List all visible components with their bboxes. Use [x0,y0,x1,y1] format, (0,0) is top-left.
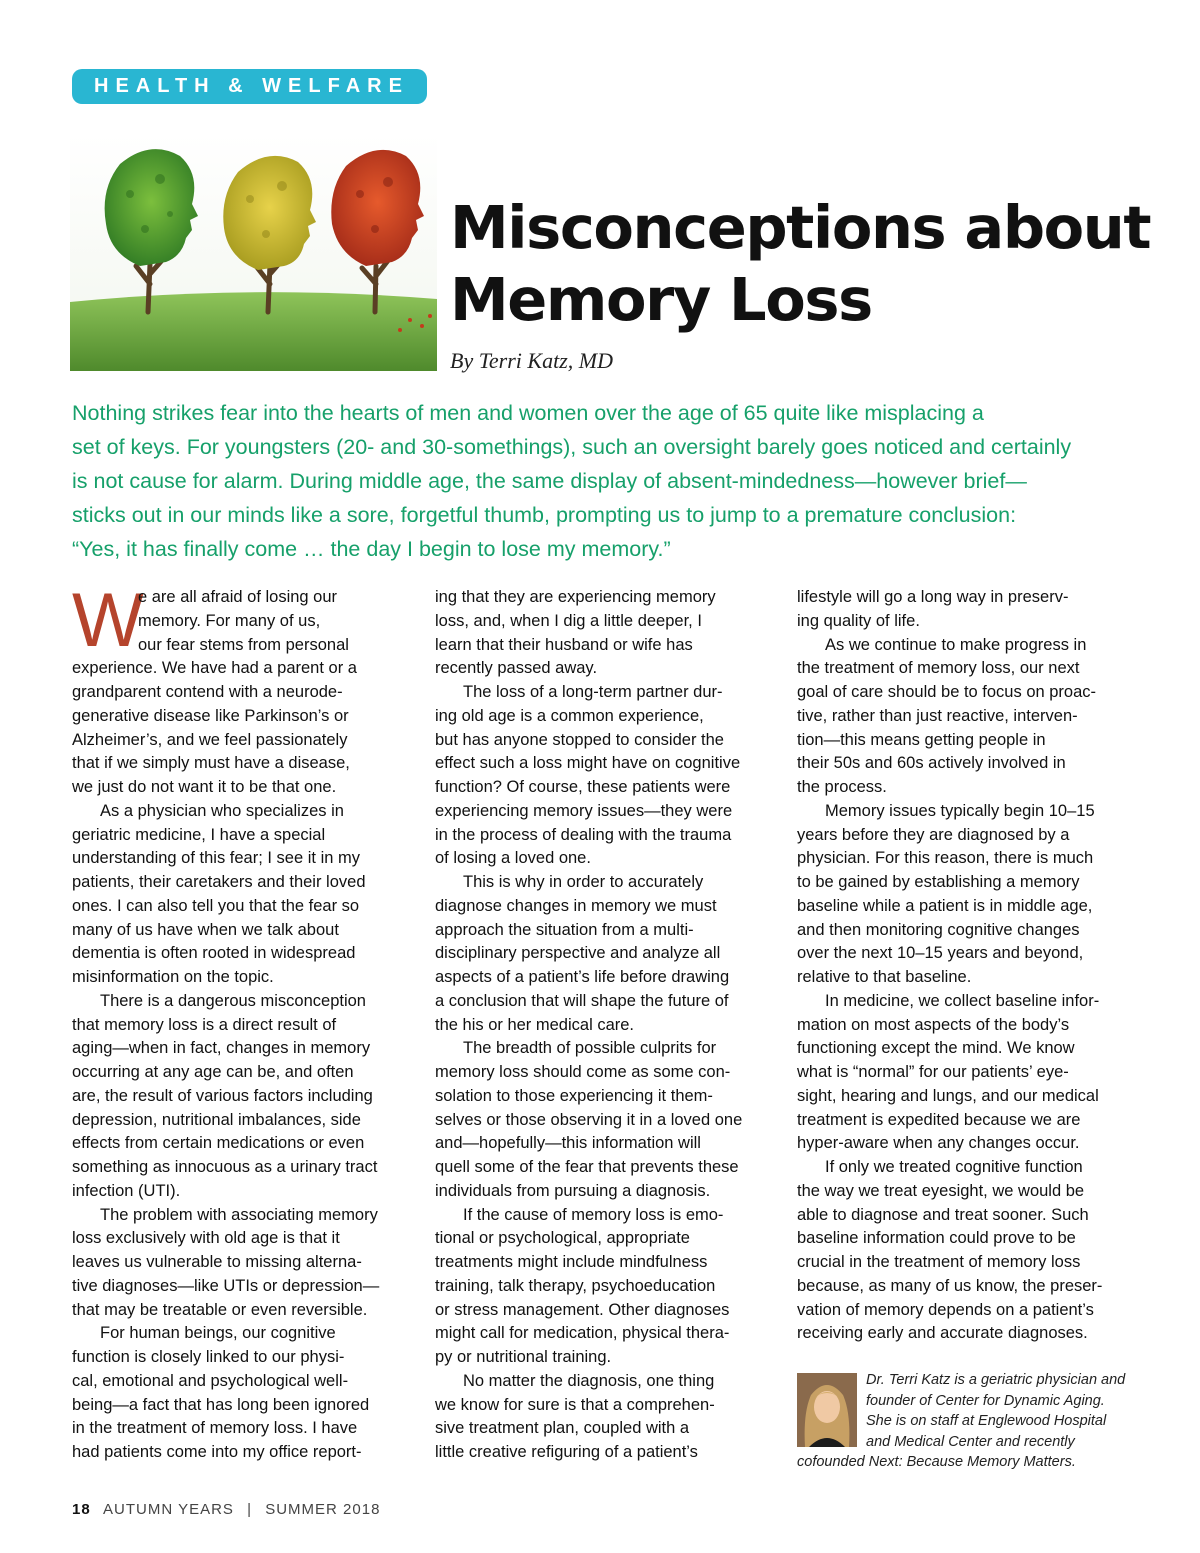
body-line: diagnose changes in memory we must [435,896,717,915]
bio-line: She is on staff at Englewood Hospital [866,1413,1107,1429]
body-line: training, talk therapy, psychoeducation [435,1276,716,1295]
lede-paragraph [72,396,1152,566]
body-line: memory. For many of us, [138,611,321,630]
body-line: ing quality of life. [797,611,920,630]
body-line: over the next 10–15 years and beyond, [797,944,1084,963]
body-line: loss, and, when I dig a little deeper, I [435,611,702,630]
lede-line: Nothing strikes fear into the hearts of men and women over the age of 65 quite like misplacing a [72,401,984,425]
body-line: The loss of a long-term partner dur- [463,683,723,701]
body-line: Memory issues typically begin 10–15 [825,801,1095,820]
body-line: the his or her medical care. [435,1015,635,1034]
body-line: memory loss should come as some con- [435,1063,731,1081]
body-line: Alzheimer’s, and we feel passionately [72,730,348,749]
body-line: treatments might include mindfulness [435,1253,708,1271]
body-line: physician. For this reason, there is much [797,849,1094,868]
body-line: No matter the diagnosis, one thing [463,1371,715,1390]
body-line: we just do not want it to be that one. [72,778,337,796]
body-line: function? Of course, these patients were [435,778,731,796]
body-line: our fear stems from personal [138,635,349,654]
body-line: baseline information could prove to be [797,1229,1076,1248]
body-line: approach the situation from a multi- [435,920,694,939]
byline: By Terri Katz, MD [450,348,613,373]
body-line: quell some of the fear that prevents these [435,1158,739,1176]
lede-line: is not cause for alarm. During middle age, the same display of absent-mindedness—however brief— [72,469,1027,493]
body-line: selves or those observing it in a loved one [435,1110,743,1129]
body-line: effect such a loss might have on cognitive [435,754,741,773]
body-line: treatment is expedited because we are [797,1110,1081,1129]
body-line: If only we treated cognitive function [825,1158,1083,1176]
body-line: tive, rather than just reactive, interven- [797,706,1078,725]
body-line: This is why in order to accurately [463,873,704,891]
lede-line: “Yes, it has finally come … the day I begin to lose my memory.” [72,537,671,561]
body-line: the way we treat eyesight, we would be [797,1181,1085,1200]
body-line: ones. I can also tell you that the fear so [72,896,360,915]
body-line: able to diagnose and treat sooner. Such [797,1205,1089,1224]
body-line: but has anyone stopped to consider the [435,730,724,749]
body-line: There is a dangerous misconception [100,991,366,1010]
body-line: solation to those experiencing it them- [435,1086,713,1105]
body-line: their 50s and 60s actively involved in [797,754,1066,773]
bio-line: founder of Center for Dynamic Aging. [866,1392,1105,1409]
body-line: In medicine, we collect baseline infor- [825,991,1100,1010]
footer-separator: | [247,1501,253,1518]
body-line: in the treatment of memory loss. I have [72,1419,358,1438]
body-line: mation on most aspects of the body’s [797,1015,1070,1034]
body-line: hyper-aware when any changes occur. [797,1134,1080,1153]
author-bio [797,1370,1137,1473]
body-line: of losing a loved one. [435,849,591,868]
body-line: had patients come into my office report- [72,1443,362,1461]
page-number: 18 [72,1501,91,1518]
body-line: because, as many of us know, the preser- [797,1276,1103,1295]
section-tag: HEALTH & WELFARE [72,69,427,104]
body-line: ing old age is a common experience, [435,706,704,725]
body-line: a conclusion that will shape the future of [435,991,729,1010]
body-line: The breadth of possible culprits for [463,1039,717,1058]
body-line: to be gained by establishing a memory [797,873,1080,891]
article-title [450,192,1150,336]
body-line: infection (UTI). [72,1181,181,1200]
body-line: crucial in the treatment of memory loss [797,1253,1081,1271]
body-line: loss exclusively with old age is that it [72,1229,340,1248]
lede-line: sticks out in our minds like a sore, forgetful thumb, prompting us to jump to a premature conclusion: [72,503,1017,527]
body-line: what is “normal” for our patients’ eye- [797,1063,1069,1081]
body-line: the process. [797,778,887,796]
body-line: might call for medication, physical thera- [435,1324,730,1343]
body-line: functioning except the mind. We know [797,1039,1075,1058]
body-line: function is closely linked to our physi- [72,1348,345,1366]
body-line: are, the result of various factors including [72,1086,373,1105]
body-column-1 [72,578,412,1465]
body-line: receiving early and accurate diagnoses. [797,1324,1088,1343]
body-line: experiencing memory issues—they were [435,801,733,820]
body-line: depression, nutritional imbalances, side [72,1110,361,1129]
bio-line: cofounded Next: Because Memory Matters. [797,1454,1076,1470]
title-line-1: Misconceptions about [450,193,1151,262]
body-line: the treatment of memory loss, our next [797,659,1080,678]
body-line: that if we simply must have a disease, [72,754,350,773]
body-line: goal of care should be to focus on proac- [797,683,1097,701]
body-line: something as innocuous as a urinary tract [72,1158,378,1176]
lede-line: set of keys. For youngsters (20- and 30-somethings), such an oversight barely goes noticed and certainly [72,435,1072,459]
body-line: lifestyle will go a long way in preserv- [797,588,1069,606]
body-line: understanding of this fear; I see it in my [72,849,360,868]
body-line: vation of memory depends on a patient’s [797,1300,1094,1319]
publication-name: AUTUMN YEARS [103,1501,234,1518]
body-line: py or nutritional training. [435,1348,612,1366]
title-line-2: Memory Loss [450,265,872,334]
body-line: and—hopefully—this information will [435,1134,701,1153]
body-line: disciplinary perspective and analyze all [435,944,721,963]
body-line: For human beings, our cognitive [100,1324,336,1343]
body-line: baseline while a patient is in middle age, [797,896,1093,915]
body-line: aspects of a patient’s life before drawing [435,968,730,986]
body-line: sive treatment plan, coupled with a [435,1419,690,1438]
bio-line: and Medical Center and recently [866,1433,1075,1450]
body-line: individuals from pursuing a diagnosis. [435,1181,711,1200]
bio-line: Dr. Terri Katz is a geriatric physician and [866,1372,1126,1388]
body-column-3 [797,586,1137,1346]
body-line: generative disease like Parkinson’s or [72,706,349,725]
hero-image-tree-heads [70,134,437,371]
body-line: tive diagnoses—like UTIs or depression— [72,1276,380,1295]
body-line: As we continue to make progress in [825,635,1087,654]
body-line: misinformation on the topic. [72,968,274,986]
body-line: cal, emotional and psychological well- [72,1371,349,1390]
body-line: little creative refiguring of a patient’s [435,1443,698,1461]
body-line: ing that they are experiencing memory [435,588,716,606]
body-line: tion—this means getting people in [797,730,1046,749]
body-line: effects from certain medications or even [72,1134,365,1153]
body-line: The problem with associating memory [100,1205,378,1224]
body-line: As a physician who specializes in [100,801,344,820]
drop-cap: W [72,578,144,663]
body-column-2 [435,586,775,1465]
body-line: in the process of dealing with the trauma [435,825,732,844]
body-line: recently passed away. [435,659,598,678]
body-line: grandparent contend with a neurode- [72,683,343,701]
body-line: If the cause of memory loss is emo- [463,1205,724,1224]
body-line: patients, their caretakers and their loved [72,873,366,891]
body-line: relative to that baseline. [797,968,972,986]
body-line: aging—when in fact, changes in memory [72,1039,371,1058]
body-line: tional or psychological, appropriate [435,1229,690,1248]
body-line: learn that their husband or wife has [435,635,693,654]
page-footer [72,1501,380,1518]
body-line: and then monitoring cognitive changes [797,920,1080,939]
body-line: leaves us vulnerable to missing alterna- [72,1253,362,1271]
body-line: experience. We have had a parent or a [72,659,357,678]
body-line: or stress management. Other diagnoses [435,1300,730,1319]
body-line: that may be treatable or even reversible. [72,1300,368,1319]
body-line: many of us have when we talk about [72,920,339,939]
body-line: we know for sure is that a comprehen- [435,1395,715,1414]
body-line: e are all afraid of losing our [138,588,338,606]
body-line: years before they are diagnosed by a [797,825,1070,844]
body-line: being—a fact that has long been ignored [72,1395,370,1414]
issue-date: SUMMER 2018 [265,1501,381,1518]
body-line: sight, hearing and lungs, and our medical [797,1086,1099,1105]
body-line: occurring at any age can be, and often [72,1063,354,1081]
body-line: geriatric medicine, I have a special [72,825,326,844]
body-line: that memory loss is a direct result of [72,1015,337,1034]
body-line: dementia is often rooted in widespread [72,944,356,963]
